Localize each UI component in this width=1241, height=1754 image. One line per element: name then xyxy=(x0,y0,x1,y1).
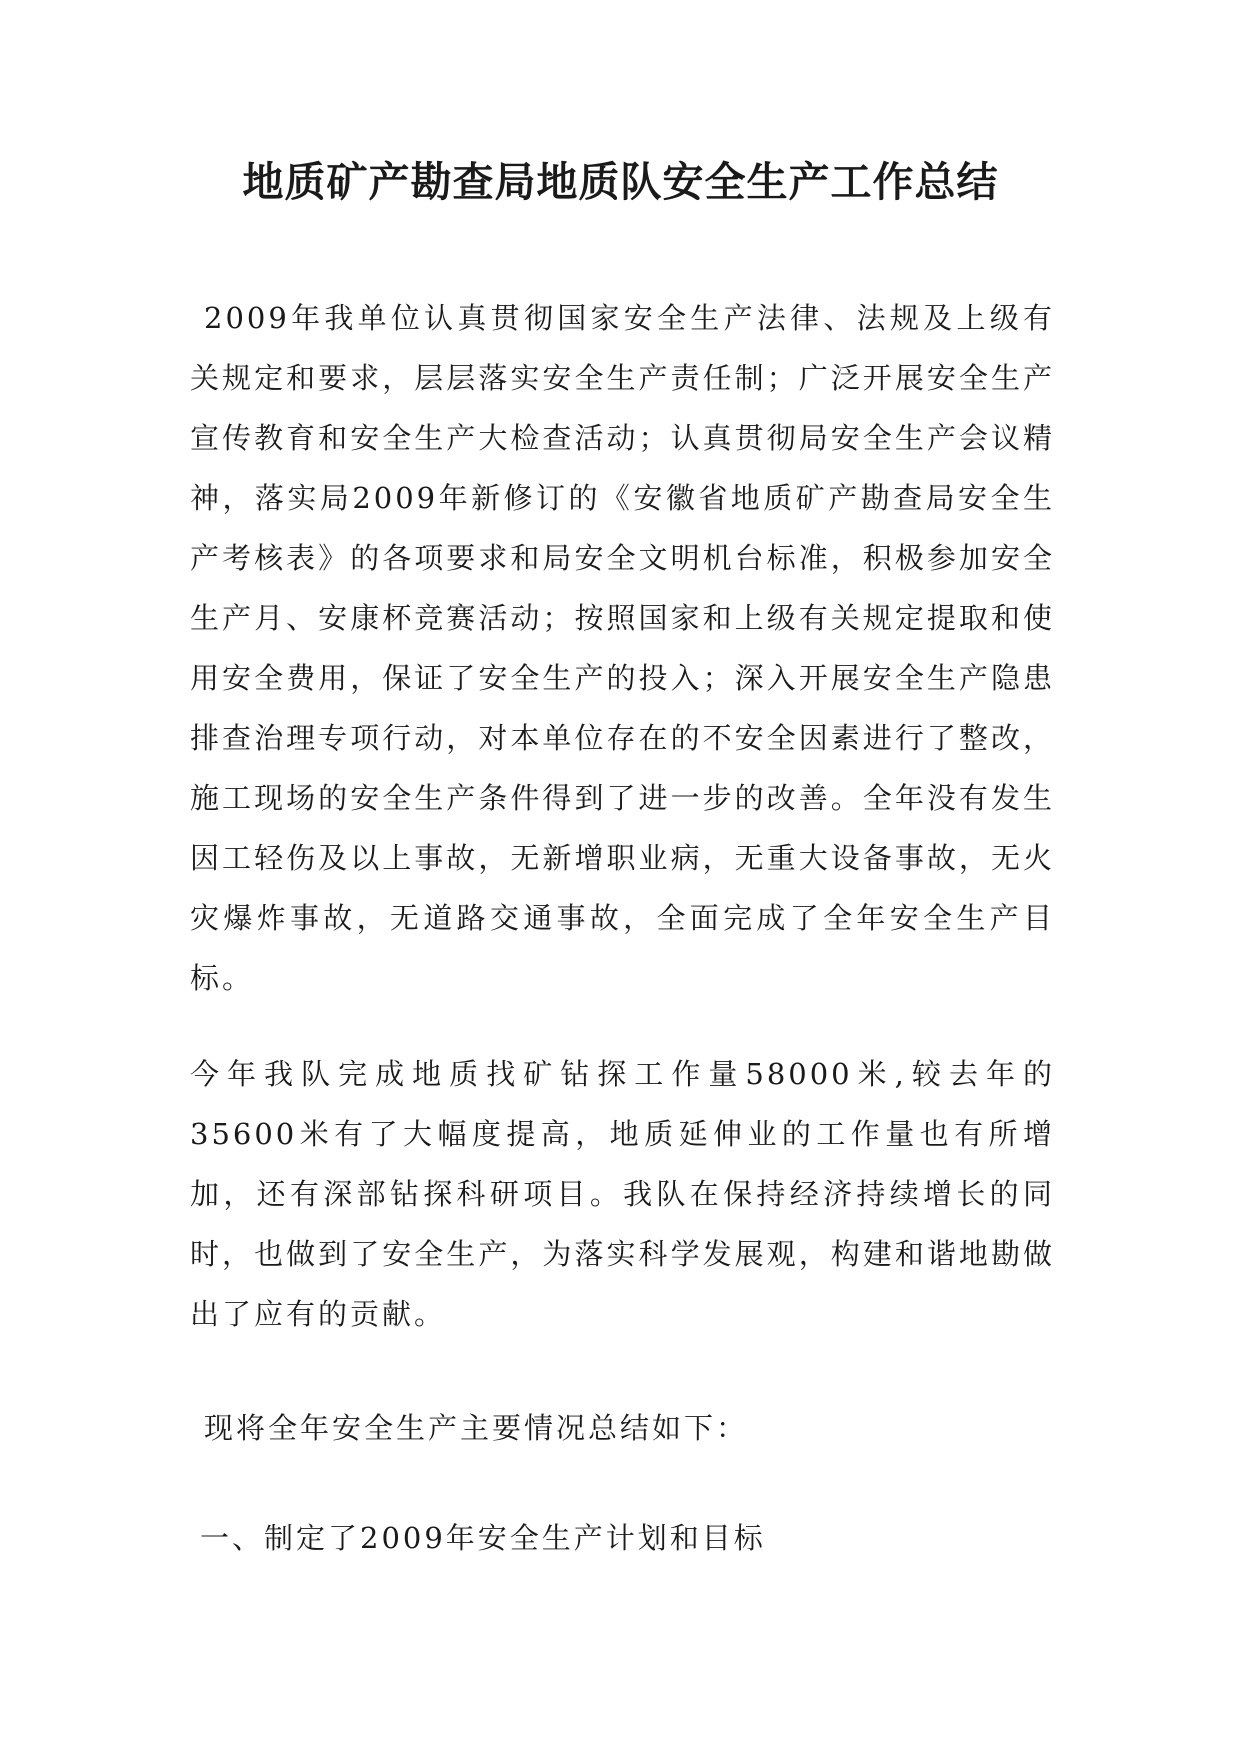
paragraph-intro: 2009年我单位认真贯彻国家安全生产法律、法规及上级有关规定和要求，层层落实安全生产责任制；广泛开展安全生产宣传教育和安全生产大检查活动；认真贯彻局安全生产会议精神，落实局2009年新修订的《安徽省地质矿产勘查局安全生产考核表》的各项要求和局安全文明机台标准，积极参加安全生产月、安康杯竞赛活动；按照国家和上级有关规定提取和使用安全费用，保证了安全生产的投入；深入开展安全生产隐患排查治理专项行动，对本单位存在的不安全因素进行了整改，施工现场的安全生产条件得到了进一步的改善。全年没有发生因工轻伤及以上事故，无新增职业病，无重大设备事故，无火灾爆炸事故，无道路交通事故，全面完成了全年安全生产目标。 xyxy=(190,301,1055,995)
paragraph-summary-lead: 现将全年安全生产主要情况总结如下： xyxy=(204,1411,749,1445)
section-heading-1: 一、制定了2009年安全生产计划和目标 xyxy=(200,1521,766,1555)
document-title: 地质矿产勘查局地质队安全生产工作总结 xyxy=(242,158,999,206)
paragraph-drilling-work: 今年我队完成地质找矿钻探工作量58000米,较去年的35600米有了大幅度提高，地质延伸业的工作量也有所增加，还有深部钻探科研项目。我队在保持经济持续增长的同时，也做到了安全生产，为落实科学发展观，构建和谐地勘做出了应有的贡献。 xyxy=(190,1057,1055,1331)
